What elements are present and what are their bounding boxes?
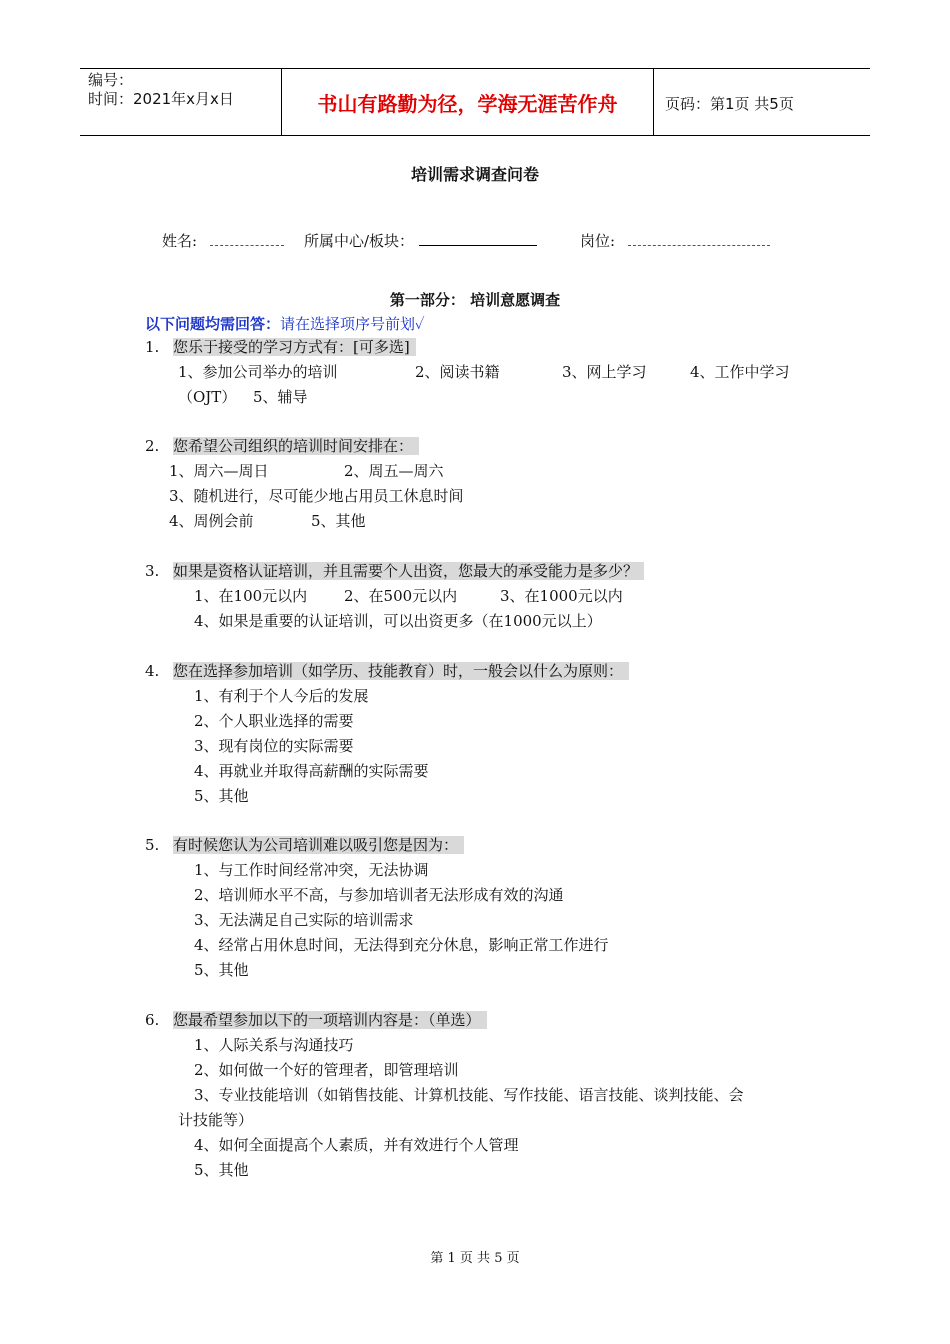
code-label: 编号： bbox=[88, 71, 134, 89]
q5-option-4[interactable]: 4、经常占用休息时间，无法得到充分休息，影响正常工作进行 bbox=[194, 936, 609, 954]
question-number: 5. bbox=[145, 836, 160, 854]
q1-option-5[interactable]: 5、辅导 bbox=[253, 388, 308, 406]
q3-option-3[interactable]: 3、在1000元以内 bbox=[500, 587, 623, 605]
name-blank[interactable] bbox=[210, 231, 284, 246]
q2-option-1[interactable]: 1、周六—周日 bbox=[169, 462, 269, 480]
question-text: 如果是资格认证培训，并且需要个人出资，您最大的承受能力是多少？ bbox=[173, 562, 644, 580]
header-page-label: 页码：第1页 共5页 bbox=[665, 95, 794, 113]
instruction-rest: 请在选择项序号前划✓ bbox=[280, 315, 425, 333]
q2-option-2[interactable]: 2、周五—周六 bbox=[344, 462, 444, 480]
question-text: 您乐于接受的学习方式有：[可多选] bbox=[173, 338, 416, 356]
q4-option-2[interactable]: 2、个人职业选择的需要 bbox=[194, 712, 354, 730]
q5-option-2[interactable]: 2、培训师水平不高，与参加培训者无法形成有效的沟通 bbox=[194, 886, 564, 904]
q1-option-3[interactable]: 3、网上学习 bbox=[562, 363, 647, 381]
q5-option-3[interactable]: 3、无法满足自己实际的培训需求 bbox=[194, 911, 414, 929]
name-label: 姓名: bbox=[162, 232, 198, 250]
q6-option-3[interactable]: 3、专业技能培训（如销售技能、计算机技能、写作技能、语言技能、谈判技能、会 bbox=[194, 1086, 744, 1104]
center-label: 所属中心/板块： bbox=[304, 232, 415, 250]
q4-option-5[interactable]: 5、其他 bbox=[194, 787, 249, 805]
question-text: 您希望公司组织的培训时间安排在： bbox=[173, 437, 419, 455]
section-title: 第一部分： 培训意愿调查 bbox=[389, 291, 561, 309]
question-5 bbox=[145, 833, 464, 858]
center-blank[interactable] bbox=[419, 231, 537, 246]
position-label: 岗位: bbox=[580, 232, 616, 250]
q2-option-3[interactable]: 3、随机进行，尽可能少地占用员工休息时间 bbox=[169, 487, 464, 505]
center-field bbox=[304, 230, 537, 251]
q5-option-5[interactable]: 5、其他 bbox=[194, 961, 249, 979]
question-number: 3. bbox=[145, 562, 160, 580]
question-text: 有时候您认为公司培训难以吸引您是因为： bbox=[173, 836, 464, 854]
q1-option-4[interactable]: 4、工作中学习 bbox=[690, 363, 790, 381]
q5-option-1[interactable]: 1、与工作时间经常冲突，无法协调 bbox=[194, 861, 429, 879]
header-meta bbox=[88, 71, 234, 109]
question-number: 1. bbox=[145, 338, 160, 356]
q4-option-1[interactable]: 1、有利于个人今后的发展 bbox=[194, 687, 369, 705]
question-4 bbox=[145, 659, 629, 684]
question-text: 您最希望参加以下的一项培训内容是：（单选） bbox=[173, 1011, 487, 1029]
time-label: 时间：2021年x月x日 bbox=[88, 90, 234, 108]
q3-option-4[interactable]: 4、如果是重要的认证培训，可以出资更多（在1000元以上） bbox=[194, 612, 602, 630]
q1-option-2[interactable]: 2、阅读书籍 bbox=[415, 363, 500, 381]
q6-option-3-cont: 计技能等） bbox=[178, 1111, 254, 1129]
header-motto: 书山有路勤为径，学海无涯苦作舟 bbox=[281, 68, 654, 136]
question-6 bbox=[145, 1008, 487, 1033]
question-3 bbox=[145, 559, 644, 584]
q4-option-3[interactable]: 3、现有岗位的实际需要 bbox=[194, 737, 354, 755]
document-title: 培训需求调查问卷 bbox=[410, 165, 539, 184]
question-number: 4. bbox=[145, 662, 160, 680]
name-field bbox=[162, 230, 284, 251]
q6-option-4[interactable]: 4、如何全面提高个人素质，并有效进行个人管理 bbox=[194, 1136, 519, 1154]
position-field bbox=[580, 230, 770, 251]
question-2 bbox=[145, 434, 419, 459]
position-blank[interactable] bbox=[628, 231, 770, 246]
q3-option-1[interactable]: 1、在100元以内 bbox=[194, 587, 308, 605]
q1-option-1[interactable]: 1、参加公司举办的培训 bbox=[178, 363, 338, 381]
document-header bbox=[80, 68, 870, 136]
q6-option-1[interactable]: 1、人际关系与沟通技巧 bbox=[194, 1036, 354, 1054]
question-text: 您在选择参加培训（如学历、技能教育）时，一般会以什么为原则： bbox=[173, 662, 629, 680]
q1-option-4-cont: （OJT） bbox=[178, 388, 237, 406]
q3-option-2[interactable]: 2、在500元以内 bbox=[344, 587, 458, 605]
q6-option-5[interactable]: 5、其他 bbox=[194, 1161, 249, 1179]
instruction-bold: 以下问题均需回答： bbox=[145, 315, 281, 333]
question-number: 6. bbox=[145, 1011, 160, 1029]
q6-option-2[interactable]: 2、如何做一个好的管理者，即管理培训 bbox=[194, 1061, 459, 1079]
question-1 bbox=[145, 335, 416, 360]
page-footer: 第 1 页 共 5 页 bbox=[430, 1251, 520, 1266]
q4-option-4[interactable]: 4、再就业并取得高薪酬的实际需要 bbox=[194, 762, 429, 780]
question-number: 2. bbox=[145, 437, 160, 455]
q2-option-5[interactable]: 5、其他 bbox=[311, 512, 366, 530]
instruction bbox=[145, 313, 425, 334]
q2-option-4[interactable]: 4、周例会前 bbox=[169, 512, 254, 530]
